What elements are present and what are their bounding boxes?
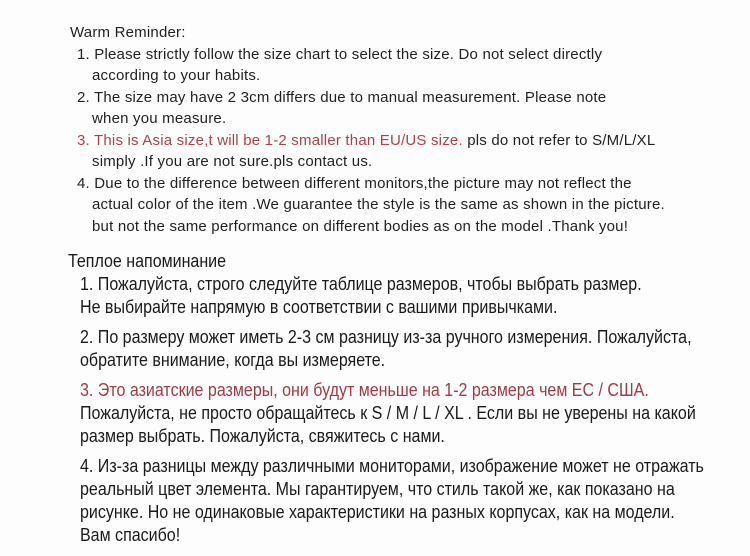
text-line — [80, 425, 704, 448]
text-segment: Не выбирайте напрямую в соответствии с вашими привычками. — [80, 297, 558, 317]
text-line — [80, 478, 704, 501]
text-segment: Пожалуйста, не просто обращайтесь к S / M / L / XL . Если вы не уверены на какой — [80, 403, 696, 423]
text-segment: pls do not refer to S/M/L/XL — [462, 131, 656, 149]
text-segment: 1. Пожалуйста, строго следуйте таблице размеров, чтобы выбрать размер. — [80, 274, 642, 294]
text-segment: 2. По размеру может иметь 2-3 см разницу из-за ручного измерения. Пожалуйста, — [80, 327, 692, 347]
text-line — [77, 151, 665, 173]
text-line — [80, 524, 704, 547]
highlighted-text-segment: 3. This is Asia size,t will be 1-2 smaller than EU/US size. — [77, 131, 463, 149]
text-line — [80, 349, 704, 372]
russian-item-3 — [80, 379, 750, 448]
english-item-1 — [77, 44, 665, 87]
text-segment: simply .If you are not sure.pls contact us. — [92, 153, 373, 170]
text-segment: when you measure. — [92, 110, 227, 127]
highlighted-text-segment: 3. Это азиатские размеры, они будут меньше на 1-2 размера чем ЕС / США. — [80, 380, 649, 400]
text-segment: but not the same performance on different bodies as on the model .Thank you! — [92, 217, 629, 235]
text-segment: обратите внимание, когда вы измеряете. — [80, 350, 386, 370]
text-line — [77, 194, 665, 216]
text-line — [80, 296, 704, 319]
text-segment: рисунке. Но не одинаковые характеристики на разных корпусах, как на модели. — [80, 502, 675, 522]
text-line — [77, 173, 665, 195]
text-line — [80, 501, 704, 524]
english-title: Warm Reminder: — [70, 24, 186, 41]
text-line — [80, 273, 704, 296]
english-reminder-section — [70, 22, 665, 237]
text-segment: реальный цвет элемента. Мы гарантируем, что стиль такой же, как показано на — [80, 479, 675, 499]
russian-item-2 — [80, 326, 750, 372]
text-line — [77, 130, 665, 152]
text-line — [80, 455, 704, 478]
text-line — [80, 402, 704, 425]
text-segment: 4. Из-за разницы между различными мониторами, изображение может не отражать — [80, 456, 704, 476]
english-item-2 — [77, 87, 665, 130]
text-line — [80, 326, 704, 349]
text-line — [77, 108, 665, 130]
russian-reminder-section — [68, 250, 750, 547]
text-segment: Вам спасибо! — [80, 525, 181, 545]
text-line — [77, 87, 665, 109]
text-segment: actual color of the item .We guarantee the style is the same as shown in the picture. — [92, 196, 665, 213]
english-item-4 — [77, 173, 665, 238]
text-segment: 4. Due to the difference between different monitors,the picture may not reflect the — [77, 174, 632, 192]
text-segment: according to your habits. — [92, 67, 261, 84]
russian-item-4 — [80, 455, 750, 547]
text-segment: 1. Please strictly follow the size chart to select the size. Do not select directly — [77, 45, 603, 63]
english-item-3 — [77, 130, 665, 173]
text-segment: 2. The size may have 2 3cm differs due to manual measurement. Please note — [77, 88, 607, 106]
text-segment: размер выбрать. Пожалуйста, свяжитесь с нами. — [80, 426, 445, 446]
text-line — [77, 65, 665, 87]
text-line — [77, 44, 665, 66]
russian-item-1 — [80, 273, 750, 319]
russian-title: Теплое напоминание — [68, 251, 227, 271]
text-line — [80, 379, 704, 402]
text-line — [77, 216, 665, 238]
